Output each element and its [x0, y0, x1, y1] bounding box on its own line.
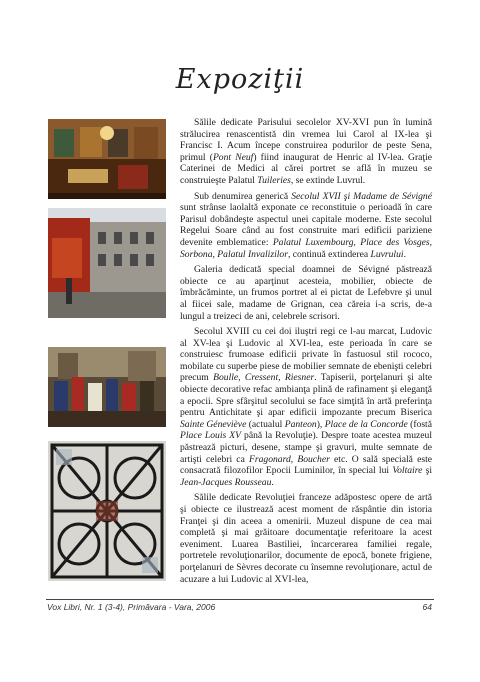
- text-run: .: [403, 248, 406, 260]
- footer-citation: Vox Libri, Nr. 1 (3-4), Primăvara - Vara, 2006: [47, 602, 216, 612]
- paragraph: [180, 264, 432, 322]
- text-run: şi: [422, 465, 432, 477]
- text-run: Galeria dedicată special doamnei de Sévigné păstrează obiecte ce au aparţinut acesteia, mobilier, obiecte de îmbrăcăminte, un frumos portret al ei pictat de Lefebvre şi unul al fiicei sale, madame de Grignan, cea căreia i-a scris, de-a lungul a treizeci de ani, celebrele scrisori.: [180, 264, 432, 322]
- paragraph: [180, 191, 432, 261]
- italic-text: Fragonard, Boucher: [249, 453, 330, 465]
- page-title: Expoziţii: [175, 64, 305, 95]
- italic-text: Pont Neuf: [212, 151, 254, 163]
- text-run: , se extinde Luvrul.: [290, 174, 366, 186]
- interior-room-photo: [48, 119, 166, 199]
- text-run: până la Revoluţie). Despre toate acestea muzeul păstrează picturi, desene, stampe şi gravuri, multe semnate de artişti celebri ca: [180, 430, 432, 465]
- text-run: Sălile dedicate Revoluţiei franceze adăpostesc opere de artă şi obiecte ce ilustrează acest moment de răspântie din istoria Franţei şi din aceea a omenirii. Muzeul dispune de cea mai completă şi mai grăitoare documentaţie referitoare la acest eveniment. Luarea Bastiliei, încarcerarea familiei regale, portretele revoluţionarilor, documente de epocă, bonete frigiene, porţelanuri de Sèvres decorate cu însemne revoluţionare, actul de acuzare a lui Ludovic al XVI-lea,: [180, 492, 432, 585]
- italic-text: Jean-Jacques Rousseau: [180, 476, 272, 488]
- revolution-painting-photo: [48, 347, 166, 427]
- italic-text: Luvrului: [370, 248, 404, 260]
- text-run: (fostă: [407, 418, 432, 430]
- text-run: .: [271, 476, 274, 488]
- stained-glass-window-photo: [48, 441, 166, 581]
- italic-text: Palatul Luxembourg, Place des Vosges, Sorbona, Palatul Invalizilor: [180, 236, 433, 260]
- text-run: . Tapiserii, porţelanuri şi alte obiecte decorative refac ambianţa plină de rafinament şi eleganţă a epocii. Spre sfârşitul secolului se face simţită în artă preferinţa pentru Antichitate şi apar edificii impozante precum Biserica: [180, 372, 432, 419]
- article-body: [180, 117, 432, 589]
- text-run: ) fiind inaugurat de Henric al IV-lea. Graţie Caterinei de Medici al cărei portret se află în muzeu se construieşte Palatul: [180, 151, 432, 186]
- italic-text: Tuileries: [257, 174, 291, 186]
- italic-text: Panteon: [284, 418, 317, 430]
- text-run: Secolul XVIII cu cei doi iluştri regi ce l-au marcat, Ludovic al XV-lea şi Ludovic al XVI-lea, este perioada în care se construiesc frumoase edificii private în fastuosul stil rococo, mobilate cu superbe piese de mobilier semnate de ebenişti celebri precum: [180, 326, 432, 384]
- text-run: Sub denumirea generică: [194, 190, 292, 202]
- italic-text: Place de la Concorde: [324, 418, 408, 430]
- page-number: 64: [422, 602, 432, 612]
- paragraph: [180, 117, 432, 187]
- italic-text: Secolul XVII şi Madame de Sévigné: [291, 190, 432, 202]
- italic-text: Voltaire: [392, 465, 423, 477]
- text-run: , continuă extinderea: [287, 248, 371, 260]
- italic-text: Sainte Géneviève: [180, 418, 247, 430]
- text-run: ),: [316, 418, 325, 430]
- italic-text: Boulle, Cressent, Riesner: [213, 372, 315, 384]
- text-run: etc. O sală specială este consacrată filozofilor Epocii Luminilor, în special lui: [180, 453, 432, 477]
- paragraph: [180, 326, 432, 488]
- footer-divider: [46, 599, 434, 600]
- courtyard-photo: [48, 208, 166, 318]
- italic-text: Place Louis XV: [180, 430, 241, 442]
- paragraph: [180, 492, 432, 585]
- text-run: (actualul: [246, 418, 285, 430]
- text-run: sunt strânse laolaltă exponate ce reconstituie o perioadă în care Parisul dobândeşte aspectul unei capitale moderne. Este secolul Regelui Soare când au fost construite mari edificii pariziene devenite emblematice:: [180, 202, 432, 248]
- text-run: Sălile dedicate Parisului secolelor XV-XVI pun în lumină strălucirea renascentistă din vremea lui Carol al IX-lea şi Francisc I. Acum începe construirea podurilor de peste Sena, primul (: [180, 117, 432, 163]
